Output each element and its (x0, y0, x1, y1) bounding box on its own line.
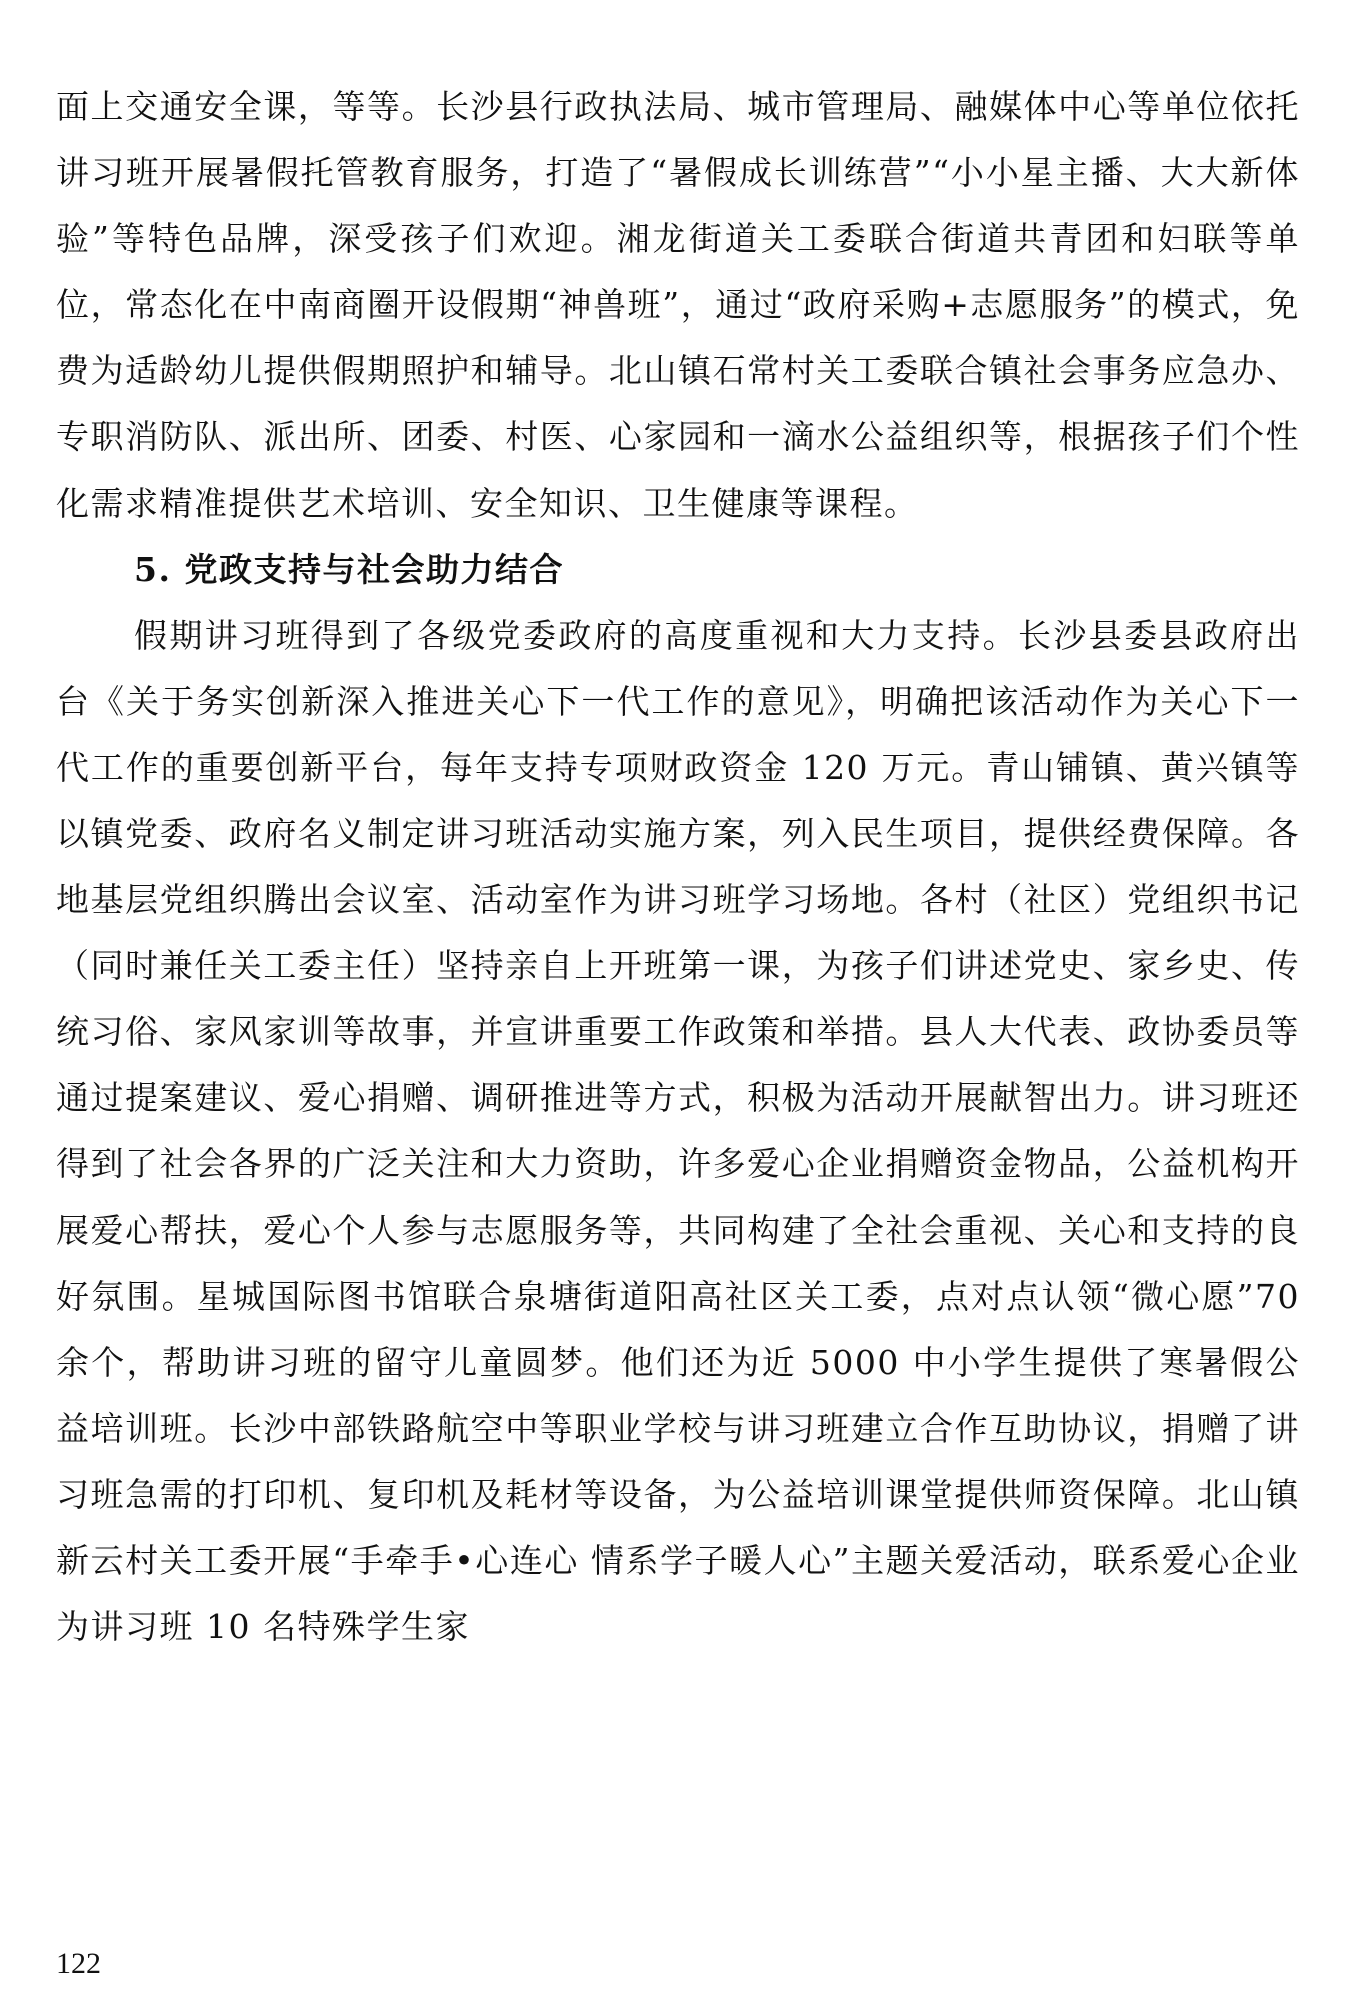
document-page (56, 74, 1300, 1660)
paragraph-party-government-support: 假期讲习班得到了各级党委政府的高度重视和大力支持。长沙县委县政府出台《关于务实创新深入推进关心下一代工作的意见》，明确把该活动作为关心下一代工作的重要创新平台，每年支持专项财政资金 120 万元。青山铺镇、黄兴镇等以镇党委、政府名义制定讲习班活动实施方案，列入民生项目，提供经费保障。各地基层党组织腾出会议室、活动室作为讲习班学习场地。各村（社区）党组织书记（同时兼任关工委主任）坚持亲自上开班第一课，为孩子们讲述党史、家乡史、传统习俗、家风家训等故事，并宣讲重要工作政策和举措。县人大代表、政协委员等通过提案建议、爱心捐赠、调研推进等方式，积极为活动开展献智出力。讲习班还得到了社会各界的广泛关注和大力资助，许多爱心企业捐赠资金物品，公益机构开展爱心帮扶，爱心个人参与志愿服务等，共同构建了全社会重视、关心和支持的良好氛围。星城国际图书馆联合泉塘街道阳高社区关工委，点对点认领“微心愿”70 余个，帮助讲习班的留守儿童圆梦。他们还为近 5000 中小学生提供了寒暑假公益培训班。长沙中部铁路航空中等职业学校与讲习班建立合作互助协议，捐赠了讲习班急需的打印机、复印机及耗材等设备，为公益培训课堂提供师资保障。北山镇新云村关工委开展“手牵手•心连心 情系学子暖人心”主题关爱活动，联系爱心企业为讲习班 10 名特殊学生家 (56, 615, 1300, 1647)
section-heading: 5. 党政支持与社会助力结合 (134, 549, 564, 589)
page-number: 122 (56, 1947, 101, 1980)
paragraph-continuation: 面上交通安全课，等等。长沙县行政执法局、城市管理局、融媒体中心等单位依托讲习班开展暑假托管教育服务，打造了“暑假成长训练营”“小小星主播、大大新体验”等特色品牌，深受孩子们欢迎。湘龙街道关工委联合街道共青团和妇联等单位，常态化在中南商圈开设假期“神兽班”，通过“政府采购+志愿服务”的模式，免费为适龄幼儿提供假期照护和辅导。北山镇石常村关工委联合镇社会事务应急办、专职消防队、派出所、团委、村医、心家园和一滴水公益组织等，根据孩子们个性化需求精准提供艺术培训、安全知识、卫生健康等课程。 (56, 87, 1300, 523)
